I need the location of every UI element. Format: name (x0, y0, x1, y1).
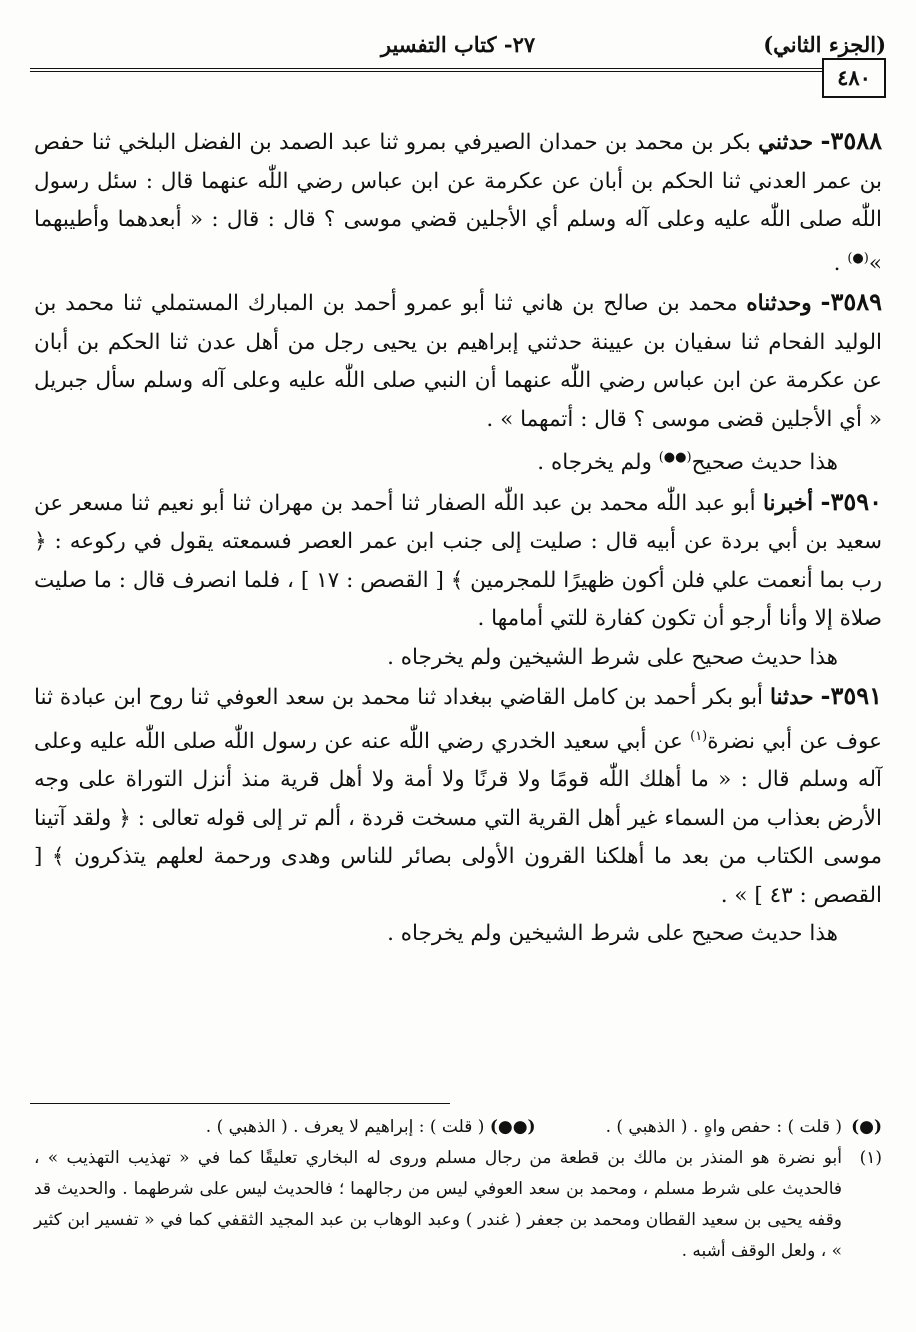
book-title: ٢٧- كتاب التفسير (380, 32, 536, 57)
hadith-keyword: أخبرنا (762, 490, 814, 516)
footnote-marker: (●) (847, 250, 869, 266)
page-number: ٤٨٠ (822, 58, 886, 98)
footnote-marker: (١) (690, 728, 708, 744)
footnote-text: أبو نضرة هو المنذر بن مالك بن قطعة من رجال مسلم وروى له البخاري تعليقًا كما في « تهذيب التهذيب » ، فالحديث على شرط مسلم ، ومحمد بن سعد العوفي ليس من رجالهما ؛ فالحديث ليس على شرطهما . والحديث قد وقفه يحيى بن سعيد القطان ومحمد بن جعفر ( غندر ) وعبد الوهاب بن عبد المجيد الثقفي كما في « تفسير ابن كثير » ، ولعل الوقف أشبه . (34, 1148, 843, 1261)
hadith-keyword: وحدثناه (746, 291, 812, 317)
hadith-text: أبو بكر أحمد بن كامل القاضي ببغداد ثنا محمد بن سعد العوفي ثنا روح ابن عبادة ثنا عوف عن أبي نضرة (34, 685, 882, 754)
footnote-mark: (●) (851, 1117, 882, 1137)
grading-text: هذا حديث صحيح (691, 450, 838, 476)
grading-end: ولم يخرجاه . (537, 450, 659, 476)
hadith-number: ٣٥٩١- (820, 681, 882, 711)
footnote-text: ( قلت ) : حفص واهٍ . ( الذهبي ) . (605, 1117, 842, 1137)
footnote-text: ( قلت ) : إبراهيم لا يعرف . ( الذهبي ) . (205, 1117, 485, 1137)
header-rule (30, 68, 886, 72)
hadith-number: ٣٥٨٩- (820, 287, 882, 317)
hadith-3589 (34, 283, 882, 439)
footnote-dhahabi (34, 1112, 882, 1143)
hadith-number: ٣٥٩٠- (820, 486, 882, 516)
footnote-rule (30, 1103, 450, 1104)
hadith-3588 (34, 122, 882, 283)
footnote-marker: (●●) (658, 450, 692, 466)
hadith-grading: هذا حديث صحيح على شرط الشيخين ولم يخرجاه . (387, 921, 838, 947)
volume-label: (الجزء الثاني) (763, 32, 886, 57)
hadith-text: أبو عبد اللّٰه محمد بن عبد اللّٰه الصفار ثنا أحمد بن مهران ثنا أبو نعيم ثنا مسعر عن سعيد بن أبي بردة عن أبيه قال : صليت إلى جنب ابن عمر العصر فسمعته يقول في ركوعه : ﴿ رب بما أنعمت علي فلن أكون ظهيرًا للمجرمين ﴾ [ القصص : ١٧ ] ، فلما انصرف قال : ما صليت صلاة إلا وأنا أرجو أن تكون كفارة للتي أمامها . (34, 490, 882, 632)
hadith-grading (34, 439, 882, 483)
hadith-text: محمد بن صالح بن هاني ثنا أبو عمرو أحمد بن المبارك المستملي ثنا محمد بن الوليد الفحام ثنا سفيان بن عيينة حدثني إبراهيم بن يحيى رجل من أهل عدن ثنا الحكم بن أبان عن عكرمة عن ابن عباس رضي اللّٰه عنهما أن النبي صلى اللّٰه عليه وعلى آله وسلم سأل جبريل « أي الأجلين قضى موسى ؟ قال : أتمهما » . (34, 291, 882, 432)
hadith-keyword: حدثني (758, 130, 814, 155)
hadith-grading: هذا حديث صحيح على شرط الشيخين ولم يخرجاه . (387, 644, 838, 670)
hadith-keyword: حدثنا (769, 685, 814, 711)
hadith-number: ٣٥٨٨- (820, 126, 882, 155)
hadith-text: بكر بن محمد بن حمدان الصيرفي بمرو ثنا عبد الصمد بن الفضل البلخي ثنا حفص بن عمر العدني ثنا الحكم بن أبان عن عكرمة عن ابن عباس رضي اللّٰه عنهما قال : سئل رسول اللّٰه صلى اللّٰه عليه وعلى آله وسلم أي الأجلين قضي موسى ؟ قال : قال : « أبعدهما وأطيبهما » (34, 130, 882, 276)
hadith-end: . (833, 250, 848, 276)
footnotes (34, 1112, 882, 1267)
book-page (30, 18, 886, 1314)
page-body (34, 122, 882, 954)
hadith-text: عن أبي سعيد الخدري رضي اللّٰه عنه عن رسول اللّٰه صلى اللّٰه عليه وعلى آله وسلم قال : « ما أهلك اللّٰه قومًا ولا قرنًا ولا أمة ولا أهل قرية منذ أنزل التوراة على وجه الأرض بعذاب من السماء غير أهل القرية التي مسخت قردة ، ألم تر إلى قوله تعالى : ﴿ ولقد آتينا موسى الكتاب من بعد ما أهلكنا القرون الأولى بصائر للناس وهدى ورحمة لعلهم يتذكرون ﴾ [ القصص : ٤٣ ] » . (34, 728, 882, 908)
hadith-3590 (34, 483, 882, 639)
footnote-1 (34, 1143, 882, 1267)
footnote-mark: (●●) (489, 1117, 536, 1137)
hadith-3591 (34, 677, 882, 915)
page-header (30, 18, 886, 68)
footnote-mark: (١) (859, 1148, 882, 1168)
